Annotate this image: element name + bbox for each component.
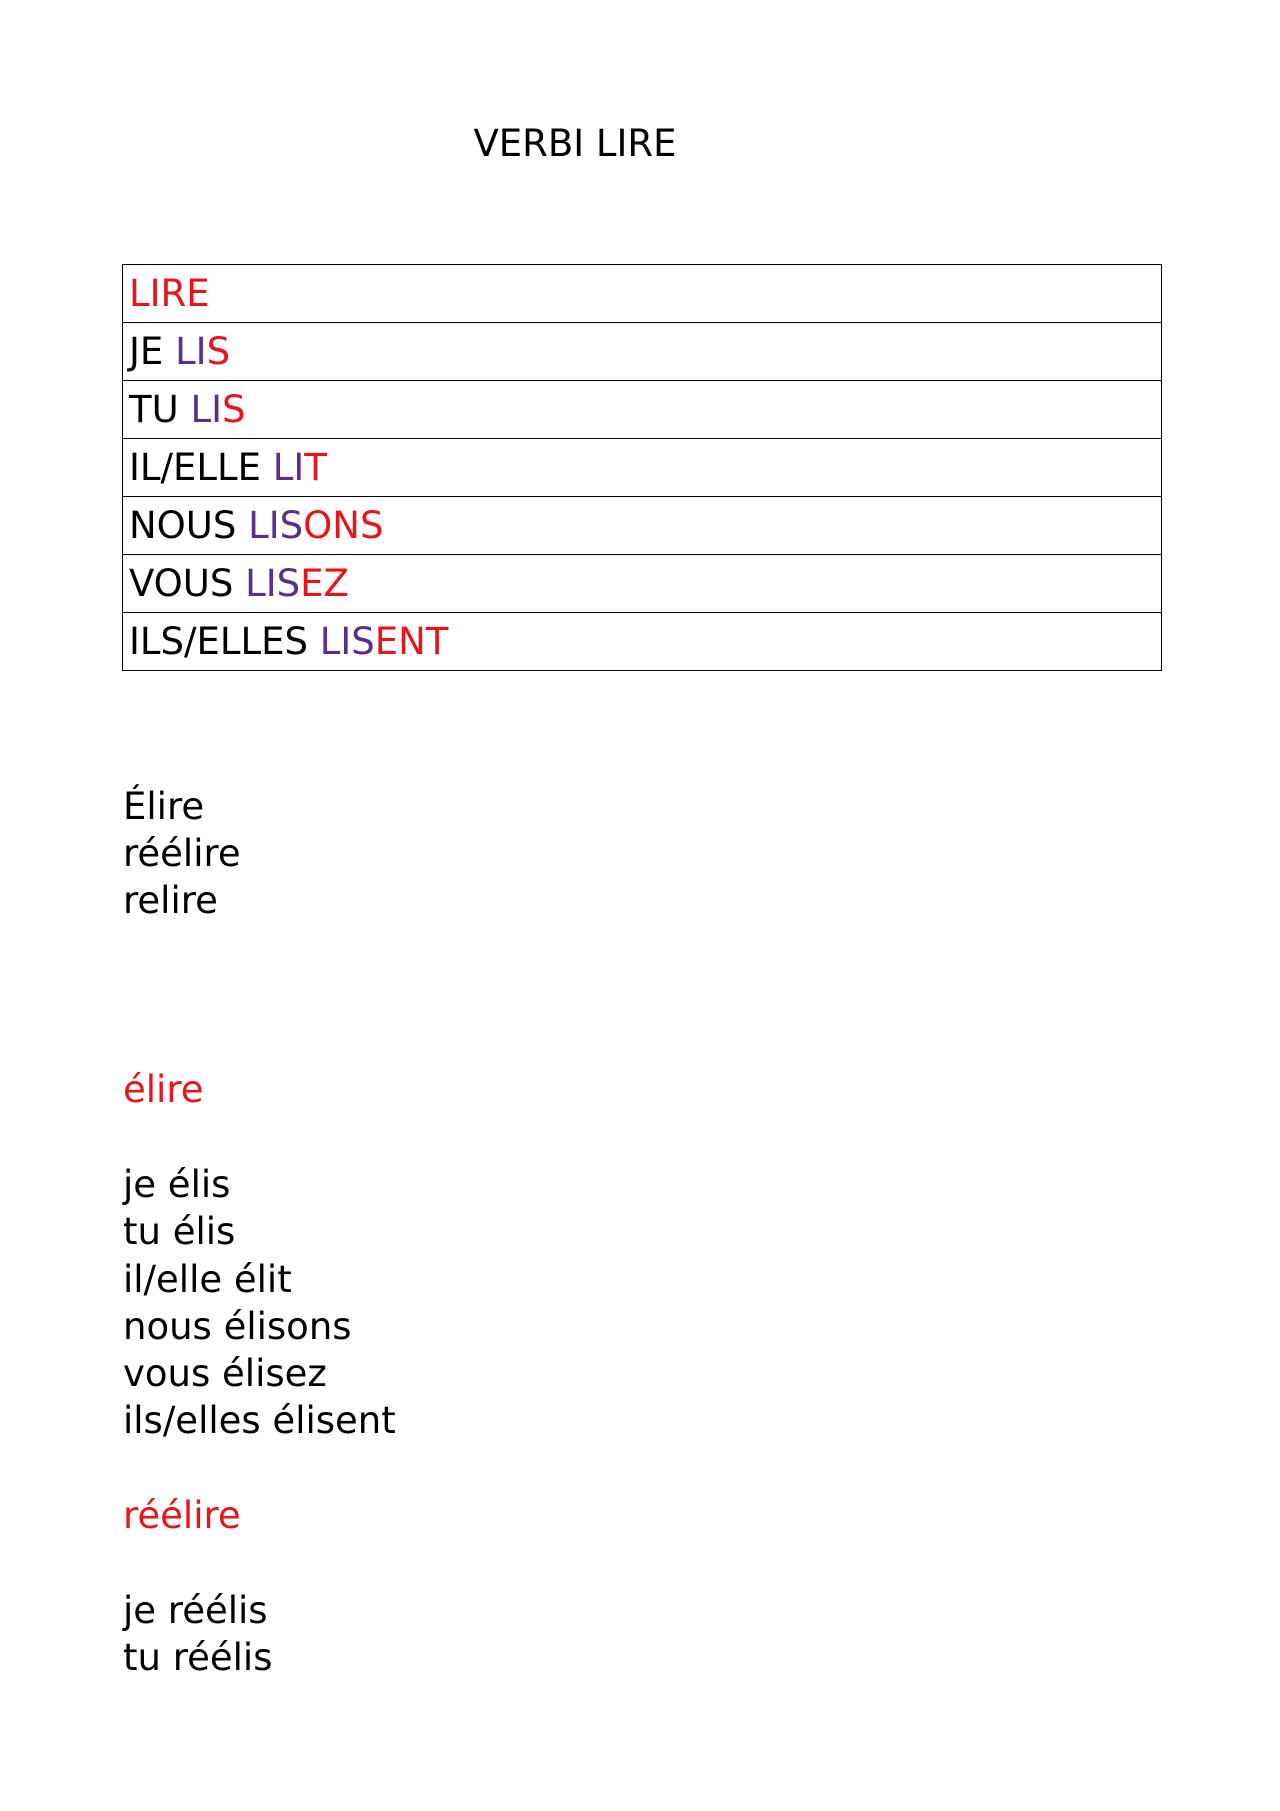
stem-text: LIS	[245, 562, 301, 605]
list-item: nous élisons	[123, 1304, 352, 1348]
pronoun-text: TU	[129, 388, 179, 431]
derived-verbs-list	[123, 783, 241, 924]
list-item: il/elle élit	[123, 1257, 292, 1301]
list-item: tu élis	[123, 1210, 236, 1254]
pronoun-text: VOUS	[129, 562, 234, 605]
table-cell	[123, 613, 1162, 671]
table-row	[123, 497, 1162, 555]
table-row	[123, 555, 1162, 613]
pronoun-text: NOUS	[129, 504, 237, 547]
pronoun-text: JE	[129, 330, 164, 373]
list-item: tu réélis	[123, 1636, 273, 1680]
stem-text: LI	[175, 330, 207, 373]
stem-text: LI	[190, 388, 222, 431]
table-cell	[123, 323, 1162, 381]
table-row	[123, 323, 1162, 381]
ending-text: EZ	[300, 562, 349, 605]
table-row	[123, 613, 1162, 671]
stem-text: LI	[272, 446, 305, 489]
pronoun-text: IL/ELLE	[129, 446, 261, 489]
ending-text: S	[221, 388, 246, 431]
section-heading-elire: élire	[123, 1068, 204, 1111]
ending-text: S	[206, 330, 231, 373]
table-cell	[123, 381, 1162, 439]
section-heading-reelire: réélire	[123, 1494, 241, 1537]
conjugation-table	[122, 264, 1162, 671]
table-row	[123, 439, 1162, 497]
list-item: relire	[123, 879, 218, 922]
table-cell	[123, 439, 1162, 497]
list-item: vous élisez	[123, 1352, 327, 1396]
conjugation-list-elire	[123, 1161, 396, 1445]
table-cell	[123, 265, 1162, 323]
ending-text: T	[304, 446, 327, 489]
list-item: ils/elles élisent	[123, 1399, 396, 1443]
conjugation-list-reelire	[123, 1587, 272, 1682]
list-item: Élire	[123, 785, 205, 828]
list-item: je réélis	[123, 1589, 268, 1632]
list-item: je élis	[123, 1163, 231, 1206]
infinitive-text: LIRE	[129, 272, 210, 315]
stem-text: LIS	[248, 504, 304, 547]
pronoun-text: ILS/ELLES	[129, 620, 308, 663]
ending-text: ONS	[303, 504, 384, 547]
table-cell	[123, 497, 1162, 555]
list-item: réélire	[123, 832, 241, 875]
stem-text: LIS	[319, 620, 375, 663]
table-row-infinitive	[123, 265, 1162, 323]
ending-text: ENT	[374, 620, 449, 663]
page-title: VERBI LIRE	[473, 122, 677, 165]
table-cell	[123, 555, 1162, 613]
table-row	[123, 381, 1162, 439]
